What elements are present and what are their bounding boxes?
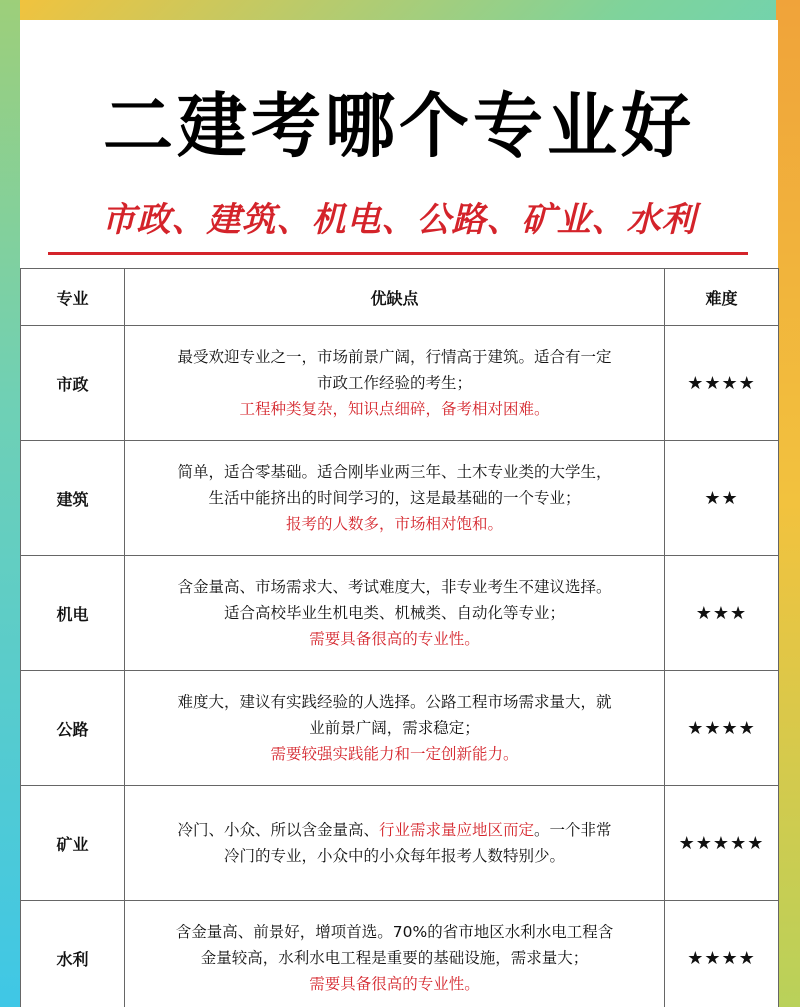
drawback-line: 报考的人数多，市场相对饱和。 [285, 515, 503, 533]
description-cell [125, 786, 665, 901]
description-cell [125, 671, 665, 786]
major-cell: 建筑 [21, 441, 125, 556]
description-segment: 冷门、小众、所以含金量高、 [177, 821, 379, 839]
difficulty-stars: ★★★★ [665, 671, 779, 786]
table-row [21, 556, 779, 671]
description-line: 含金量高、市场需求大、考试难度大，非专业考生不建议选择。 [177, 578, 612, 596]
content-card [20, 20, 778, 1007]
table-row [21, 786, 779, 901]
description-segment: 。一个非常 [534, 821, 612, 839]
major-cell: 水利 [21, 901, 125, 1007]
table-row [21, 901, 779, 1007]
page-title: 二建考哪个专业好 [103, 85, 695, 167]
description-line [131, 817, 658, 843]
description-cell [125, 556, 665, 671]
description-line: 含金量高、前景好，增项首选。70%的省市地区水利水电工程含 [175, 923, 614, 941]
difficulty-stars: ★★★★★ [665, 786, 779, 901]
description-line: 最受欢迎专业之一，市场前景广阔，行情高于建筑。适合有一定 [177, 348, 612, 366]
background-right-strip [776, 0, 800, 1007]
major-cell: 公路 [21, 671, 125, 786]
header-difficulty: 难度 [665, 269, 779, 326]
table-row [21, 326, 779, 441]
description-cell [125, 901, 665, 1007]
drawback-line: 需要较强实践能力和一定创新能力。 [270, 745, 519, 763]
description-line: 市政工作经验的考生； [316, 374, 472, 392]
table-row [21, 671, 779, 786]
drawback-line: 需要具备很高的专业性。 [309, 975, 480, 993]
background-left-strip [0, 0, 20, 1007]
comparison-table [20, 268, 779, 1007]
header-major: 专业 [21, 269, 125, 326]
table-row [21, 441, 779, 556]
drawback-line: 工程种类复杂，知识点细碎，备考相对困难。 [239, 400, 550, 418]
description-line: 简单，适合零基础。适合刚毕业两三年、土木专业类的大学生， [177, 463, 612, 481]
description-line: 冷门的专业，小众中的小众每年报考人数特别少。 [223, 847, 565, 865]
highlight-segment: 行业需求量应地区而定 [378, 821, 534, 839]
description-cell [125, 441, 665, 556]
title-divider [48, 252, 748, 255]
description-line: 生活中能挤出的时间学习的，这是最基础的一个专业； [208, 489, 581, 507]
major-cell: 市政 [21, 326, 125, 441]
description-line: 难度大，建议有实践经验的人选择。公路工程市场需求量大，就 [177, 693, 612, 711]
description-line: 适合高校毕业生机电类、机械类、自动化等专业； [223, 604, 565, 622]
difficulty-stars: ★★★ [665, 556, 779, 671]
header-pros-cons: 优缺点 [125, 269, 665, 326]
difficulty-stars: ★★★★ [665, 326, 779, 441]
description-line: 业前景广阔，需求稳定； [309, 719, 480, 737]
major-cell: 机电 [21, 556, 125, 671]
difficulty-stars: ★★★★ [665, 901, 779, 1007]
major-cell: 矿业 [21, 786, 125, 901]
drawback-line: 需要具备很高的专业性。 [309, 630, 480, 648]
difficulty-stars: ★★ [665, 441, 779, 556]
table-header-row [21, 269, 779, 326]
page-subtitle: 市政、建筑、机电、公路、矿业、水利 [101, 200, 697, 240]
description-line: 金量较高，水利水电工程是重要的基础设施，需求量大； [200, 949, 589, 967]
description-cell [125, 326, 665, 441]
